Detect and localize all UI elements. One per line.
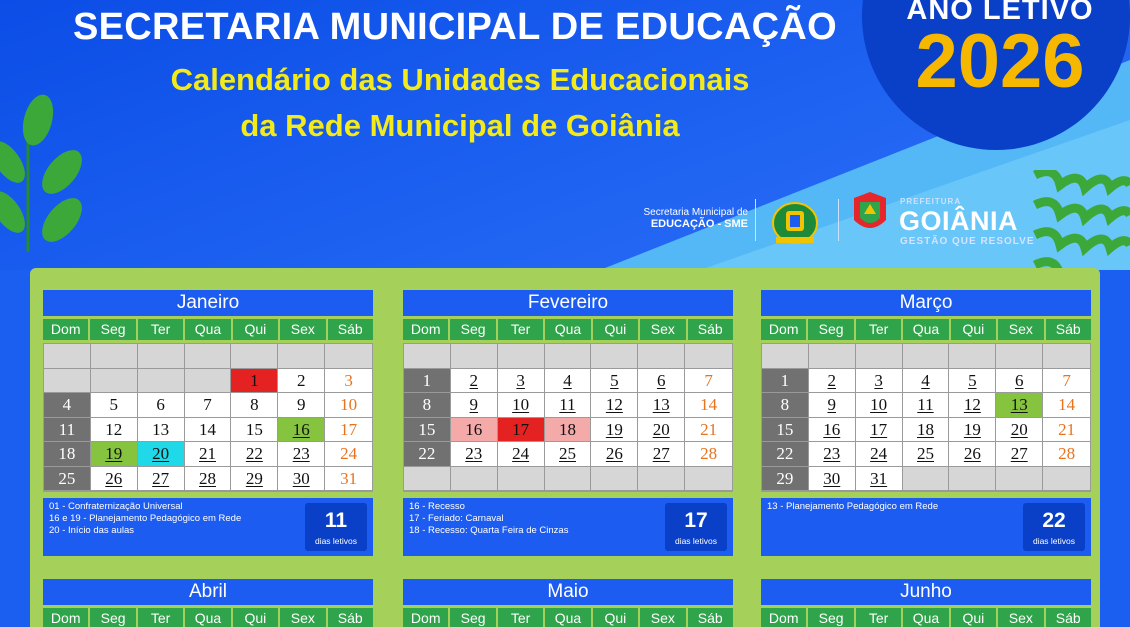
month-info-box — [403, 498, 733, 556]
day-cell: 6 — [638, 369, 685, 394]
month-maio — [403, 579, 733, 627]
school-days-badge — [665, 503, 727, 551]
day-cell: 12 — [949, 393, 996, 418]
day-cell — [903, 344, 950, 369]
weekday-label: Seg — [90, 319, 135, 340]
weekday-label: Seg — [808, 319, 853, 340]
day-cell — [451, 467, 498, 492]
weekday-label: Dom — [403, 608, 448, 627]
weekday-header — [761, 608, 1091, 627]
day-cell: 15 — [231, 418, 278, 443]
day-cell: 12 — [591, 393, 638, 418]
day-cell: 21 — [185, 442, 232, 467]
day-cell: 10 — [325, 393, 372, 418]
month-note: 13 - Planejamento Pedagógico em Rede — [767, 501, 939, 512]
school-days-count: 11 — [324, 509, 348, 532]
weekday-label: Qua — [545, 319, 590, 340]
day-cell: 19 — [591, 418, 638, 443]
month-title: Fevereiro — [403, 290, 733, 316]
day-cell-planning: 13 — [996, 393, 1043, 418]
month-notes — [409, 501, 568, 537]
day-cell: 28 — [685, 442, 732, 467]
day-cell — [498, 467, 545, 492]
sme-logo-line1: Secretaria Municipal de — [643, 207, 748, 218]
weekday-label: Sex — [998, 319, 1043, 340]
day-cell — [638, 344, 685, 369]
day-cell: 20 — [996, 418, 1043, 443]
day-cell: 31 — [856, 467, 903, 492]
day-cell: 25 — [545, 442, 592, 467]
weekday-header — [761, 319, 1091, 340]
day-cell-holiday: 17 — [498, 418, 545, 443]
school-days-count: 22 — [1042, 509, 1066, 532]
goiania-slogan: GESTÃO QUE RESOLVE — [900, 236, 1035, 247]
month-title: Janeiro — [43, 290, 373, 316]
day-cell — [591, 344, 638, 369]
day-cell: 3 — [856, 369, 903, 394]
day-cell: 29 — [231, 467, 278, 492]
day-cell: 6 — [138, 393, 185, 418]
day-cell: 2 — [451, 369, 498, 394]
weekday-label: Sáb — [328, 319, 373, 340]
weekday-label: Ter — [138, 608, 183, 627]
month-note: 18 - Recesso: Quarta Feira de Cinzas — [409, 525, 569, 536]
day-cell: 21 — [1043, 418, 1090, 443]
day-cell: 23 — [278, 442, 325, 467]
day-cell: 15 — [762, 418, 809, 443]
day-cell: 3 — [325, 369, 372, 394]
day-cell: 18 — [44, 442, 91, 467]
month-info-box — [43, 498, 373, 556]
day-cell — [278, 344, 325, 369]
day-cell: 5 — [591, 369, 638, 394]
day-cell: 27 — [638, 442, 685, 467]
weekday-label: Dom — [43, 608, 88, 627]
month-title: Abril — [43, 579, 373, 605]
day-cell: 9 — [451, 393, 498, 418]
weekday-label: Dom — [761, 608, 806, 627]
weekday-label: Qua — [185, 319, 230, 340]
weekday-label: Qua — [185, 608, 230, 627]
month-abril — [43, 579, 373, 627]
day-cell: 4 — [903, 369, 950, 394]
logo-divider — [838, 199, 839, 241]
month-marco — [761, 290, 1091, 556]
month-title: Maio — [403, 579, 733, 605]
day-cell: 25 — [903, 442, 950, 467]
day-cell: 27 — [996, 442, 1043, 467]
school-days-badge — [1023, 503, 1085, 551]
day-cell: 8 — [231, 393, 278, 418]
weekday-header — [43, 319, 373, 340]
day-cell — [545, 467, 592, 492]
day-grid — [403, 343, 733, 492]
day-cell: 6 — [996, 369, 1043, 394]
prefeitura-label: PREFEITURA — [900, 197, 962, 206]
day-cell: 4 — [44, 393, 91, 418]
weekday-label: Sáb — [1046, 319, 1091, 340]
logo-divider — [755, 199, 756, 241]
weekday-label: Ter — [856, 608, 901, 627]
day-cell: 17 — [856, 418, 903, 443]
weekday-label: Sáb — [688, 319, 733, 340]
day-cell: 26 — [91, 467, 138, 492]
leaves-decoration-icon — [0, 92, 90, 257]
day-grid — [43, 343, 373, 492]
weekday-label: Qua — [903, 319, 948, 340]
month-junho — [761, 579, 1091, 627]
day-cell: 13 — [138, 418, 185, 443]
month-note: 20 - Início das aulas — [49, 525, 135, 536]
weekday-label: Qui — [593, 319, 638, 340]
weekday-header — [403, 608, 733, 627]
day-cell — [44, 369, 91, 394]
weekday-label: Ter — [498, 608, 543, 627]
month-note: 17 - Feriado: Carnaval — [409, 513, 504, 524]
day-cell: 30 — [278, 467, 325, 492]
day-cell: 31 — [325, 467, 372, 492]
day-cell — [138, 344, 185, 369]
weekday-header — [43, 608, 373, 627]
day-cell: 23 — [451, 442, 498, 467]
day-cell: 1 — [404, 369, 451, 394]
day-cell-planning: 16 — [278, 418, 325, 443]
weekday-label: Dom — [761, 319, 806, 340]
day-cell: 26 — [949, 442, 996, 467]
weekday-label: Sáb — [328, 608, 373, 627]
month-title: Março — [761, 290, 1091, 316]
day-cell: 7 — [185, 393, 232, 418]
month-note: 16 e 19 - Planejamento Pedagógico em Rede — [49, 513, 242, 524]
day-cell — [949, 344, 996, 369]
day-cell: 21 — [685, 418, 732, 443]
day-cell: 13 — [638, 393, 685, 418]
day-cell — [809, 344, 856, 369]
school-days-badge — [305, 503, 367, 551]
day-cell: 30 — [809, 467, 856, 492]
sme-logo-line2: EDUCAÇÃO - SME — [650, 218, 748, 230]
day-cell: 2 — [809, 369, 856, 394]
weekday-label: Sex — [998, 608, 1043, 627]
day-cell — [231, 344, 278, 369]
sme-logo — [612, 207, 748, 230]
day-cell: 4 — [545, 369, 592, 394]
day-cell: 9 — [278, 393, 325, 418]
day-cell: 7 — [685, 369, 732, 394]
day-cell — [1043, 467, 1090, 492]
day-cell: 26 — [591, 442, 638, 467]
weekday-label: Sáb — [1046, 608, 1091, 627]
school-year-label: ANO LETIVO — [906, 0, 1094, 26]
weekday-label: Qui — [593, 608, 638, 627]
day-cell — [762, 344, 809, 369]
day-cell: 24 — [325, 442, 372, 467]
day-cell: 11 — [903, 393, 950, 418]
day-cell — [44, 344, 91, 369]
day-cell: 28 — [185, 467, 232, 492]
wave-pattern-decoration-icon — [1030, 170, 1130, 270]
weekday-label: Seg — [808, 608, 853, 627]
school-year-number: 2026 — [915, 19, 1085, 104]
day-cell — [638, 467, 685, 492]
day-cell: 2 — [278, 369, 325, 394]
day-cell: 11 — [545, 393, 592, 418]
day-cell: 5 — [91, 393, 138, 418]
weekday-label: Qui — [233, 608, 278, 627]
day-cell: 28 — [1043, 442, 1090, 467]
day-cell — [498, 344, 545, 369]
day-cell: 3 — [498, 369, 545, 394]
day-cell: 11 — [44, 418, 91, 443]
day-cell: 18 — [903, 418, 950, 443]
day-cell: 10 — [856, 393, 903, 418]
day-cell — [451, 344, 498, 369]
municipal-seal-icon — [766, 197, 824, 245]
day-cell: 10 — [498, 393, 545, 418]
school-days-label: dias letivos — [314, 536, 358, 546]
day-cell: 14 — [685, 393, 732, 418]
day-cell-class-start: 20 — [138, 442, 185, 467]
weekday-label: Qui — [951, 319, 996, 340]
day-cell: 1 — [762, 369, 809, 394]
day-cell: 22 — [404, 442, 451, 467]
page-title: SECRETARIA MUNICIPAL DE EDUCAÇÃO — [73, 6, 837, 48]
weekday-label: Seg — [90, 608, 135, 627]
day-cell: 29 — [762, 467, 809, 492]
weekday-label: Dom — [43, 319, 88, 340]
month-fevereiro — [403, 290, 733, 556]
day-cell — [685, 344, 732, 369]
day-cell: 14 — [1043, 393, 1090, 418]
weekday-label: Ter — [138, 319, 183, 340]
day-cell-holiday: 1 — [231, 369, 278, 394]
weekday-label: Ter — [498, 319, 543, 340]
school-days-label: dias letivos — [1032, 536, 1076, 546]
day-cell: 15 — [404, 418, 451, 443]
day-cell — [949, 467, 996, 492]
month-title: Junho — [761, 579, 1091, 605]
day-cell: 25 — [44, 467, 91, 492]
day-cell: 22 — [762, 442, 809, 467]
page-subtitle-line1: Calendário das Unidades Educacionais — [170, 62, 750, 97]
day-cell: 27 — [138, 467, 185, 492]
day-cell — [996, 344, 1043, 369]
day-cell: 24 — [856, 442, 903, 467]
day-cell — [91, 344, 138, 369]
day-cell: 12 — [91, 418, 138, 443]
weekday-label: Sex — [640, 608, 685, 627]
day-cell: 8 — [762, 393, 809, 418]
day-cell — [903, 467, 950, 492]
weekday-label: Seg — [450, 608, 495, 627]
day-cell: 14 — [185, 418, 232, 443]
month-note: 01 - Confraternização Universal — [49, 501, 183, 512]
weekday-label: Qua — [903, 608, 948, 627]
page-subtitle-line2: da Rede Municipal de Goiânia — [240, 108, 680, 143]
school-days-label: dias letivos — [674, 536, 718, 546]
day-cell-recess: 16 — [451, 418, 498, 443]
day-cell — [996, 467, 1043, 492]
day-cell — [404, 344, 451, 369]
day-cell: 9 — [809, 393, 856, 418]
day-cell: 16 — [809, 418, 856, 443]
day-grid — [761, 343, 1091, 492]
city-emblem-icon — [850, 190, 890, 238]
weekday-label: Sex — [280, 608, 325, 627]
day-cell — [138, 369, 185, 394]
day-cell — [856, 344, 903, 369]
day-cell: 19 — [949, 418, 996, 443]
day-cell: 8 — [404, 393, 451, 418]
weekday-label: Qua — [545, 608, 590, 627]
day-cell: 23 — [809, 442, 856, 467]
day-cell-planning: 19 — [91, 442, 138, 467]
month-notes — [49, 501, 241, 537]
day-cell: 20 — [638, 418, 685, 443]
day-cell — [404, 467, 451, 492]
day-cell — [1043, 344, 1090, 369]
month-notes — [767, 501, 938, 513]
weekday-label: Qui — [233, 319, 278, 340]
day-cell-recess: 18 — [545, 418, 592, 443]
month-note: 16 - Recesso — [409, 501, 465, 512]
day-cell — [591, 467, 638, 492]
day-cell — [91, 369, 138, 394]
day-cell: 5 — [949, 369, 996, 394]
weekday-label: Sáb — [688, 608, 733, 627]
day-cell: 7 — [1043, 369, 1090, 394]
weekday-header — [403, 319, 733, 340]
month-janeiro — [43, 290, 373, 556]
month-info-box — [761, 498, 1091, 556]
weekday-label: Sex — [640, 319, 685, 340]
day-cell: 17 — [325, 418, 372, 443]
weekday-label: Seg — [450, 319, 495, 340]
calendar-header — [0, 0, 1130, 270]
day-cell — [545, 344, 592, 369]
school-days-count: 17 — [684, 509, 708, 532]
goiania-logo-text: GOIÂNIA — [899, 206, 1019, 236]
day-cell: 22 — [231, 442, 278, 467]
day-cell: 24 — [498, 442, 545, 467]
day-cell — [185, 344, 232, 369]
day-cell — [185, 369, 232, 394]
weekday-label: Dom — [403, 319, 448, 340]
day-cell — [325, 344, 372, 369]
day-cell — [685, 467, 732, 492]
weekday-label: Qui — [951, 608, 996, 627]
weekday-label: Sex — [280, 319, 325, 340]
weekday-label: Ter — [856, 319, 901, 340]
